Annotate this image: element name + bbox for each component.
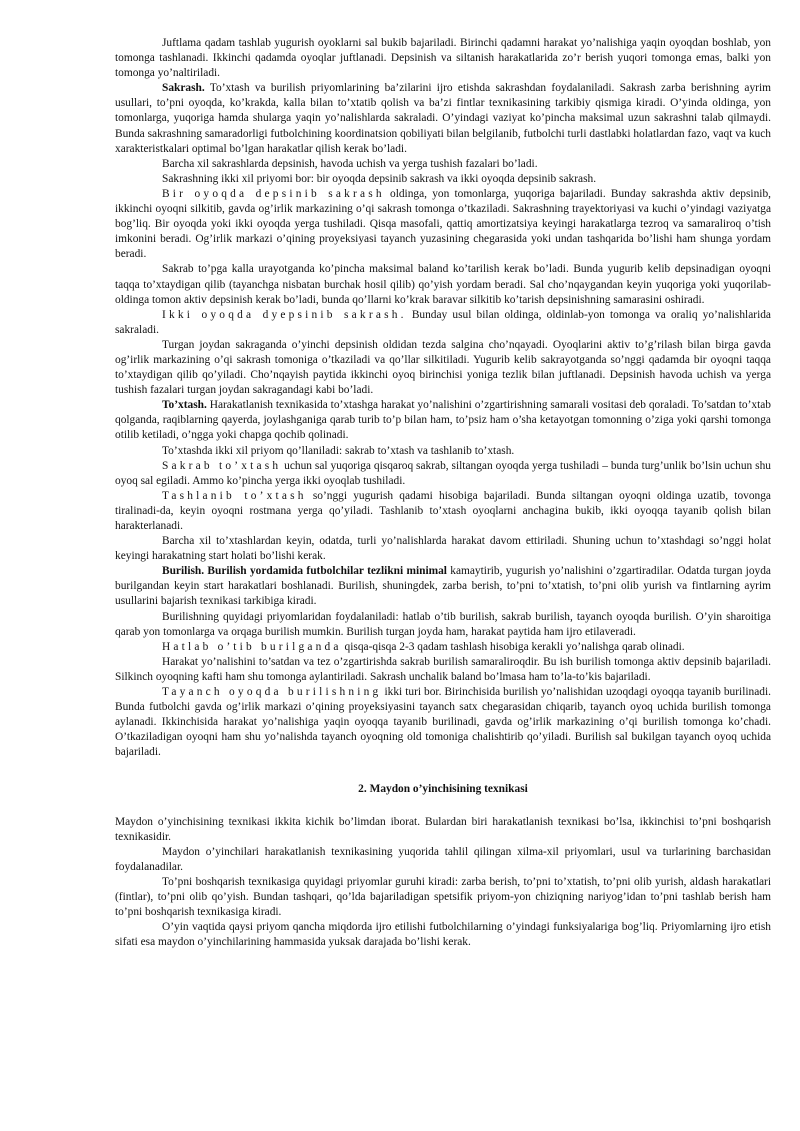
paragraph-text: qisqa-qisqa 2-3 qadam tashlash hisobiga kerakli yo’nalishga qarab olinadi. [341,640,685,653]
paragraph: To’pni boshqarish texnikasiga quyidagi priyomlar guruhi kiradi: zarba berish, to’pni to’xtatish, to’pni olib yurish, aldash harakatlari (fintlar), to’pni olib qo’yish. Bundan tashqari, qo’lda bajariladigan spetsifik priyom-yon chiziqning nariyog’idan to’pni tashlab berish ham to’pni boshqarish texnikasiga kiradi. [115,875,771,919]
paragraph: Juftlama qadam tashlab yugurish oyoklarni sal bukib bajariladi. Birinchi qadamni harakat yo’nalishiga yaqin oyoqdan boshlab, yon tomonga tashlanadi. Ikkinchi qadamda oyoqlar juftlanadi. Depsinish va siltanish harakatlarida zo’r berish yuqori tomonga emas, balki yon tomonga yo’naltiriladi. [115,37,771,80]
paragraph: O’yin vaqtida qaysi priyom qancha miqdorda ijro etilishi futbolchilarning o’yindagi funksiyalariga bog’liq. Priyomlarning ijro etish sifati esa maydon o’yinchilarining hammasida yuksak darajada bo’lishi kerak. [115,921,771,949]
paragraph: Sakrashning ikki xil priyomi bor: bir oyoqda depsinib sakrash va ikki oyoqda depsinib sakrash. [162,172,597,185]
spaced-term: Hatlab o’tib burilganda [162,640,342,653]
document-page [115,36,771,950]
spaced-term: Bir oyoqda depsinib sakrash [162,187,385,200]
paragraph-text: Harakatlanish texnikasida to’xtashga harakat yo’nalishini o’zgartirishning samarali vositasi deb qoraladi. To’satdan to’xtab qolganda, raqiblarning qayerda, joylashganiga qarab turib to’p bilan ham, to’psiz ham o’sha ketayotgan tomonning o’ziga yoki qarshi tomonga otilib ketiladi, o’ngga yoki chapga qochib qolinadi. [115,399,771,442]
paragraph-text: oldinga, yon tomonlarga, yuqoriga bajariladi. Bunday sakrashda aktiv depsinib, ikkinchi oyoqni silkitib, gavda og’irlik markazining o’qi sakrash tomonga o’tkaziladi. Sakrashning trayektoriyasi va kuchi o’yindagi vaziyatga bog’liq. Bir oyoqda yoki ikki oyoqda yerga tushiladi. Qisqa masofali, qattiq amortizatsiya keyingi harakatlarga tezroq va samaraliroq o’tish imkonini beradi. Og’irlik markazi o’qining proyeksiyasi tayanch yuzasining chegarasida yoki undan tashqarida bo’lishi ham shunga yordam beradi. [115,187,771,261]
paragraph: Turgan joydan sakraganda o’yinchi depsinish oldidan tezda salgina cho’nqayadi. Oyoqlarini aktiv to’g’rilash bilan birga gavda og’irlik markazining o’qi sakrash tomoniga o’tkaziladi va qo’llar silkitiladi. Yugurib kelib sakrayotganda so’nggi qadamda bir oyoqni taqqa to’xtaydigan qilib qo’yiladi. Cho’nqayish paytida ikkinchi oyoq birinchisi yoniga tezlik bilan juftlanadi. Depsinish havoda uchish va yerga tushish fazalari turgan joydan sakragandagi kabi bo’ladi. [115,338,771,397]
term-heading: To’xtash. [162,399,207,412]
paragraph [115,685,771,760]
term-heading: Sakrash. [162,82,205,95]
paragraph [115,187,771,262]
paragraph-text: To’xtash va burilish priyomlarining ba’zilarini ijro etishda sakrashdan foydalaniladi. Sakrash zarba berishning ayrim usullari, to’pni oyoqda, ko’krakda, kalla bilan to’xtatib qolish va ba’zi fintlar texnikasining tarkibiy qismiga kiradi. O’yinda oldinga, yon tomonlarga, yuqoriga hamda shularga yaqin yo’nalishlarda sakraladi. O’yindagi vaziyat ko’pincha maksimal uzun sakrashni talab qilmaydi. Bunda sakrashning samaradorligi futbolchining koordinatsion qobiliyati bilan belgilanib, futbolchi turli dastlabki holatlardan fazo, vaqt va kuch xarakteristkalari optimal bo’lgan harakatlar qilish kerak bo’ladi. [115,82,771,155]
paragraph: Maydon o’yinchilari harakatlanish texnikasining yuqorida tahlil qilingan xilma-xil priyomlari, usul va turlarining barchasidan foydalanadilar. [115,845,771,873]
paragraph: To’xtashda ikki xil priyom qo’llaniladi: sakrab to’xtash va tashlanib to’xtash. [162,444,515,457]
section-heading: 2. Maydon o’yinchisining texnikasi [358,782,528,795]
paragraph [115,308,771,338]
spaced-term: Sakrab to’xtash [162,459,282,472]
spaced-term: Ikki oyoqda dyepsinib sakrash. [162,308,407,321]
paragraph: Burilishning quyidagi priyomlaridan foydalaniladi: hatlab o’tib burilish, sakrab burilish, tayanch oyoqda burilish. O’yin sharoitiga qarab yon tomonlarga va orqaga burilish mumkin. Burilish turgan joyda ham, harakat paytida ham ijro etilaveradi. [115,610,771,638]
paragraph [115,398,771,443]
paragraph: Maydon o’yinchisining texnikasi ikkita kichik bo’limdan iborat. Bulardan biri harakatlanish texnikasi bo’lsa, ikkinchisi to’pni boshqarish texnikasidir. [115,815,771,843]
spaced-term: Tashlanib to’xtash [162,489,307,502]
paragraph-text: so’nggi yugurish qadami hisobiga bajariladi. Bunda siltangan oyoqni oldinga uzatib, tovonga tiralinadi-da, keyin oyoqni rostmana yerga qo’yiladi. Tashlanib to’xtash oyoqlarni anchagina bukib, ikki oyoqqa tayanib qolish bilan harakterlanadi. [115,489,771,532]
paragraph [115,489,771,534]
paragraph-text: kamaytirib, yugurish yo’nalishini o’zgartiradilar. Odatda turgan joyda burilgandan keyin start harakatlari boshlanadi. Burilish, shuningdek, zarba berish, to’pni to’xtatish, to’pni olib yurish va fintlarning ayrim usullarini bajarish texnikasi tarkibiga kiradi. [115,565,771,608]
paragraph: Harakat yo’nalishini to’satdan va tez o’zgartirishda sakrab burilish samaraliroqdir. Bu ish burilish tomonga aktiv depsinib bajariladi. Silkinch oyoqning kafti ham shu tomonga aylantiriladi. Sakrash unchalik baland bo’lmasa ham to’la-to’kis bajariladi. [115,655,771,683]
paragraph [115,81,771,156]
paragraph: Barcha xil to’xtashlardan keyin, odatda, turli yo’nalishlarda harakat davom ettiriladi. Shuning uchun to’xtashdagi so’nggi holat keyingi harakatning start holati bo’lishi kerak. [115,535,771,563]
term-heading: Burilish. Burilish yordamida futbolchilar tezlikni minimal [162,565,447,578]
paragraph: Barcha xil sakrashlarda depsinish, havoda uchish va yerga tushish fazalari bo’ladi. [162,157,538,170]
spaced-term: Tayanch oyoqda burilishning [162,686,382,699]
paragraph [115,640,771,655]
paragraph [115,459,771,489]
paragraph [115,564,771,609]
paragraph-text: Bunday usul bilan oldinga, oldinlab-yon tomonga va oraliq yo’nalishlarida sakraladi. [115,308,771,336]
paragraph-text: uchun sal yuqoriga qisqaroq sakrab, siltangan oyoqda yerga tushiladi – bunda turg’unlik bo’lsin uchun shu oyoq sal egiladi. Ammo ko’pincha yerga ikki oyoqlab tushiladi. [115,459,771,487]
paragraph: Sakrab to’pga kalla urayotganda ko’pincha maksimal baland ko’tarilish kerak bo’ladi. Bunda yugurib kelib depsinadigan oyoqni taqqa to’xtaydigan qilib (tayanchga nisbatan burchak hosil qilib) qo’yish yordam beradi. Sal cho’nqaygandan keyin yuqoriga yoki yuqorilab-oldinga tomon aktiv depsinish kerak bo’ladi, bunda qo’llarni ko’krak baravar silkitib ko’tarish depsinishning samarasini oshiradi. [115,263,771,306]
paragraph-text: ikki turi bor. Birinchisida burilish yo’nalishidan uzoqdagi oyoqqa tayanib burilinadi. Bunda futbolchi gavda og’irlik markazi o’qining proyeksiyasini tayanch satx chegarasidan chiqarib, tayanch oyoq uchida burilish tomonga aylanadi. Ikkinchisida harakat yo’nalishiga yaqin oyoqqa tayanib burilinadi, gavda og’irlik markazining o’qi burilish tomonga ko’chadi. O’tkaziladigan oyoqni ham shu yo’nalishda tayanch oyoqning old tomoniga chalishtirib qo’yiladi. Burilish sal bukilgan tayanch oyoq uchida bajariladi. [115,686,771,759]
